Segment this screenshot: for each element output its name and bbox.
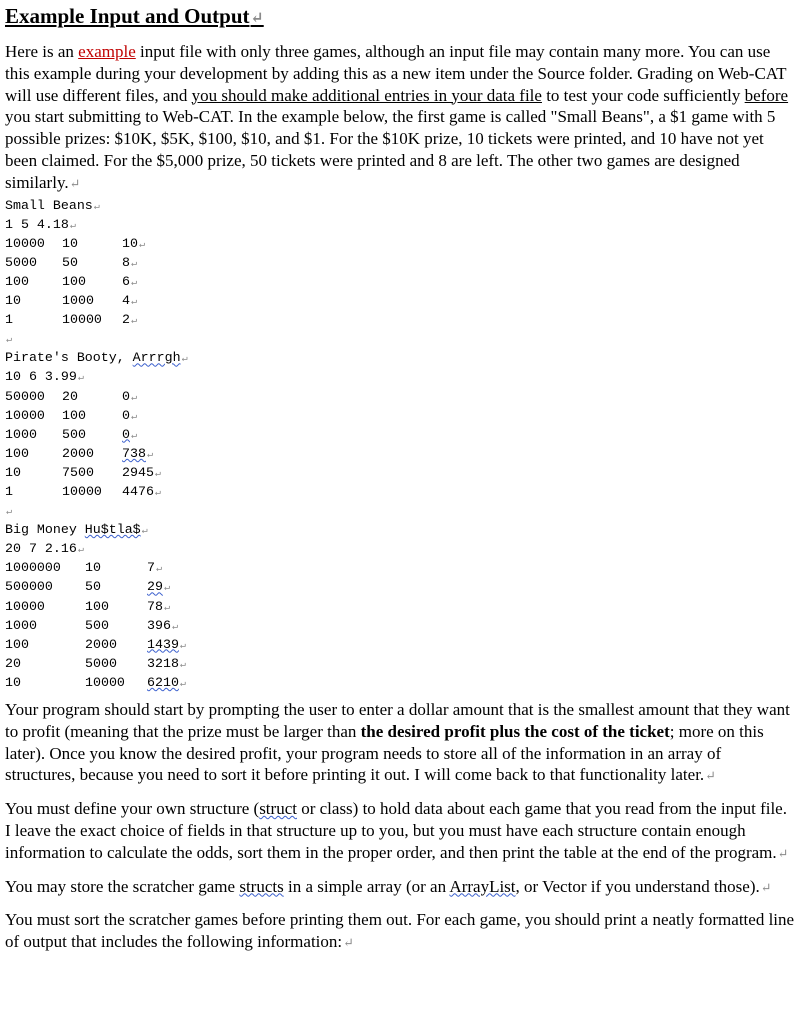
prize-row: 500000 50 29↵: [5, 579, 170, 595]
game-name: Small Beans↵: [5, 197, 100, 213]
prize-row: 20 5000 3218↵: [5, 655, 186, 671]
prize-row: 5000 50 8↵: [5, 254, 137, 270]
example-input-file: [5, 197, 795, 699]
prize-row: 1000000 10 7↵: [5, 560, 162, 576]
prize-row: 10000 100 0↵: [5, 407, 137, 423]
blank-line: ↵: [6, 506, 13, 518]
blank-line: ↵: [6, 334, 13, 346]
document-page: [5, 0, 795, 965]
prize-row: 1 10000 2↵: [5, 312, 137, 328]
prize-row: 100 100 6↵: [5, 273, 137, 289]
game-name: Pirate's Booty, Arrrgh↵: [5, 350, 188, 366]
heading: Example Input and Output↵: [5, 4, 264, 28]
game-name: Big Money Hu$tla$↵: [5, 522, 148, 538]
prize-row: 100 2000 738↵: [5, 445, 153, 461]
prize-row: 10 7500 2945↵: [5, 464, 161, 480]
prize-row: 10000 10 10↵: [5, 235, 145, 251]
prize-row: 100 2000 1439↵: [5, 636, 186, 652]
prize-row: 1000 500 396↵: [5, 617, 178, 633]
structure-paragraph: You must define your own structure (struct or class) to hold data about each game that you read from the input file. I leave the exact choice of fields in that structure up to you, but you must have each structure contain enough information to calculate the odds, sort them in the proper order, and then print the table at the end of the program.↵: [5, 799, 789, 862]
prize-row: 1 10000 4476↵: [5, 483, 161, 499]
prize-row: 1000 500 0↵: [5, 426, 137, 442]
prize-row: 10 10000 6210↵: [5, 674, 186, 690]
prize-row: 10 1000 4↵: [5, 293, 137, 309]
storage-paragraph: You may store the scratcher game structs in a simple array (or an ArrayList, or Vector if you understand those).↵: [5, 876, 772, 896]
game-header: 20 7 2.16↵: [5, 541, 84, 557]
prize-row: 10000 100 78↵: [5, 598, 170, 614]
prize-row: 50000 20 0↵: [5, 388, 137, 404]
example-link[interactable]: example: [78, 42, 136, 61]
game-header: 1 5 4.18↵: [5, 216, 76, 232]
sorting-paragraph: You must sort the scratcher games before printing them out. For each game, you should print a neatly formatted line of output that includes the following information:↵: [5, 910, 795, 952]
intro-paragraph: Here is an example input file with only three games, although an input file may contain many more. You can use this example during your development by adding this as a new item under the Source folder. Grading on Web-CAT will use different files, and you should make additional entries in your data file to test your code sufficiently before you start submitting to Web-CAT. In the example below, the first game is called "Small Beans", a $1 game with 5 possible prizes: $10K, $5K, $100, $10, and $1. For the $10K prize, 10 tickets were printed, and 10 have not yet been claimed. For the $5,000 prize, 50 tickets were printed and 8 are left. The other two games are designed similarly.↵: [5, 42, 789, 192]
prompt-paragraph: Your program should start by prompting the user to enter a dollar amount that is the smallest amount that they want to profit (meaning that the prize must be larger than the desired profit plus the cost of the ticket; more on this later). Once you know the desired profit, your program needs to store all of the information in an array of structures, because you need to sort it before printing it out. I will come back to that functionality later.↵: [5, 700, 790, 785]
game-header: 10 6 3.99↵: [5, 369, 84, 385]
